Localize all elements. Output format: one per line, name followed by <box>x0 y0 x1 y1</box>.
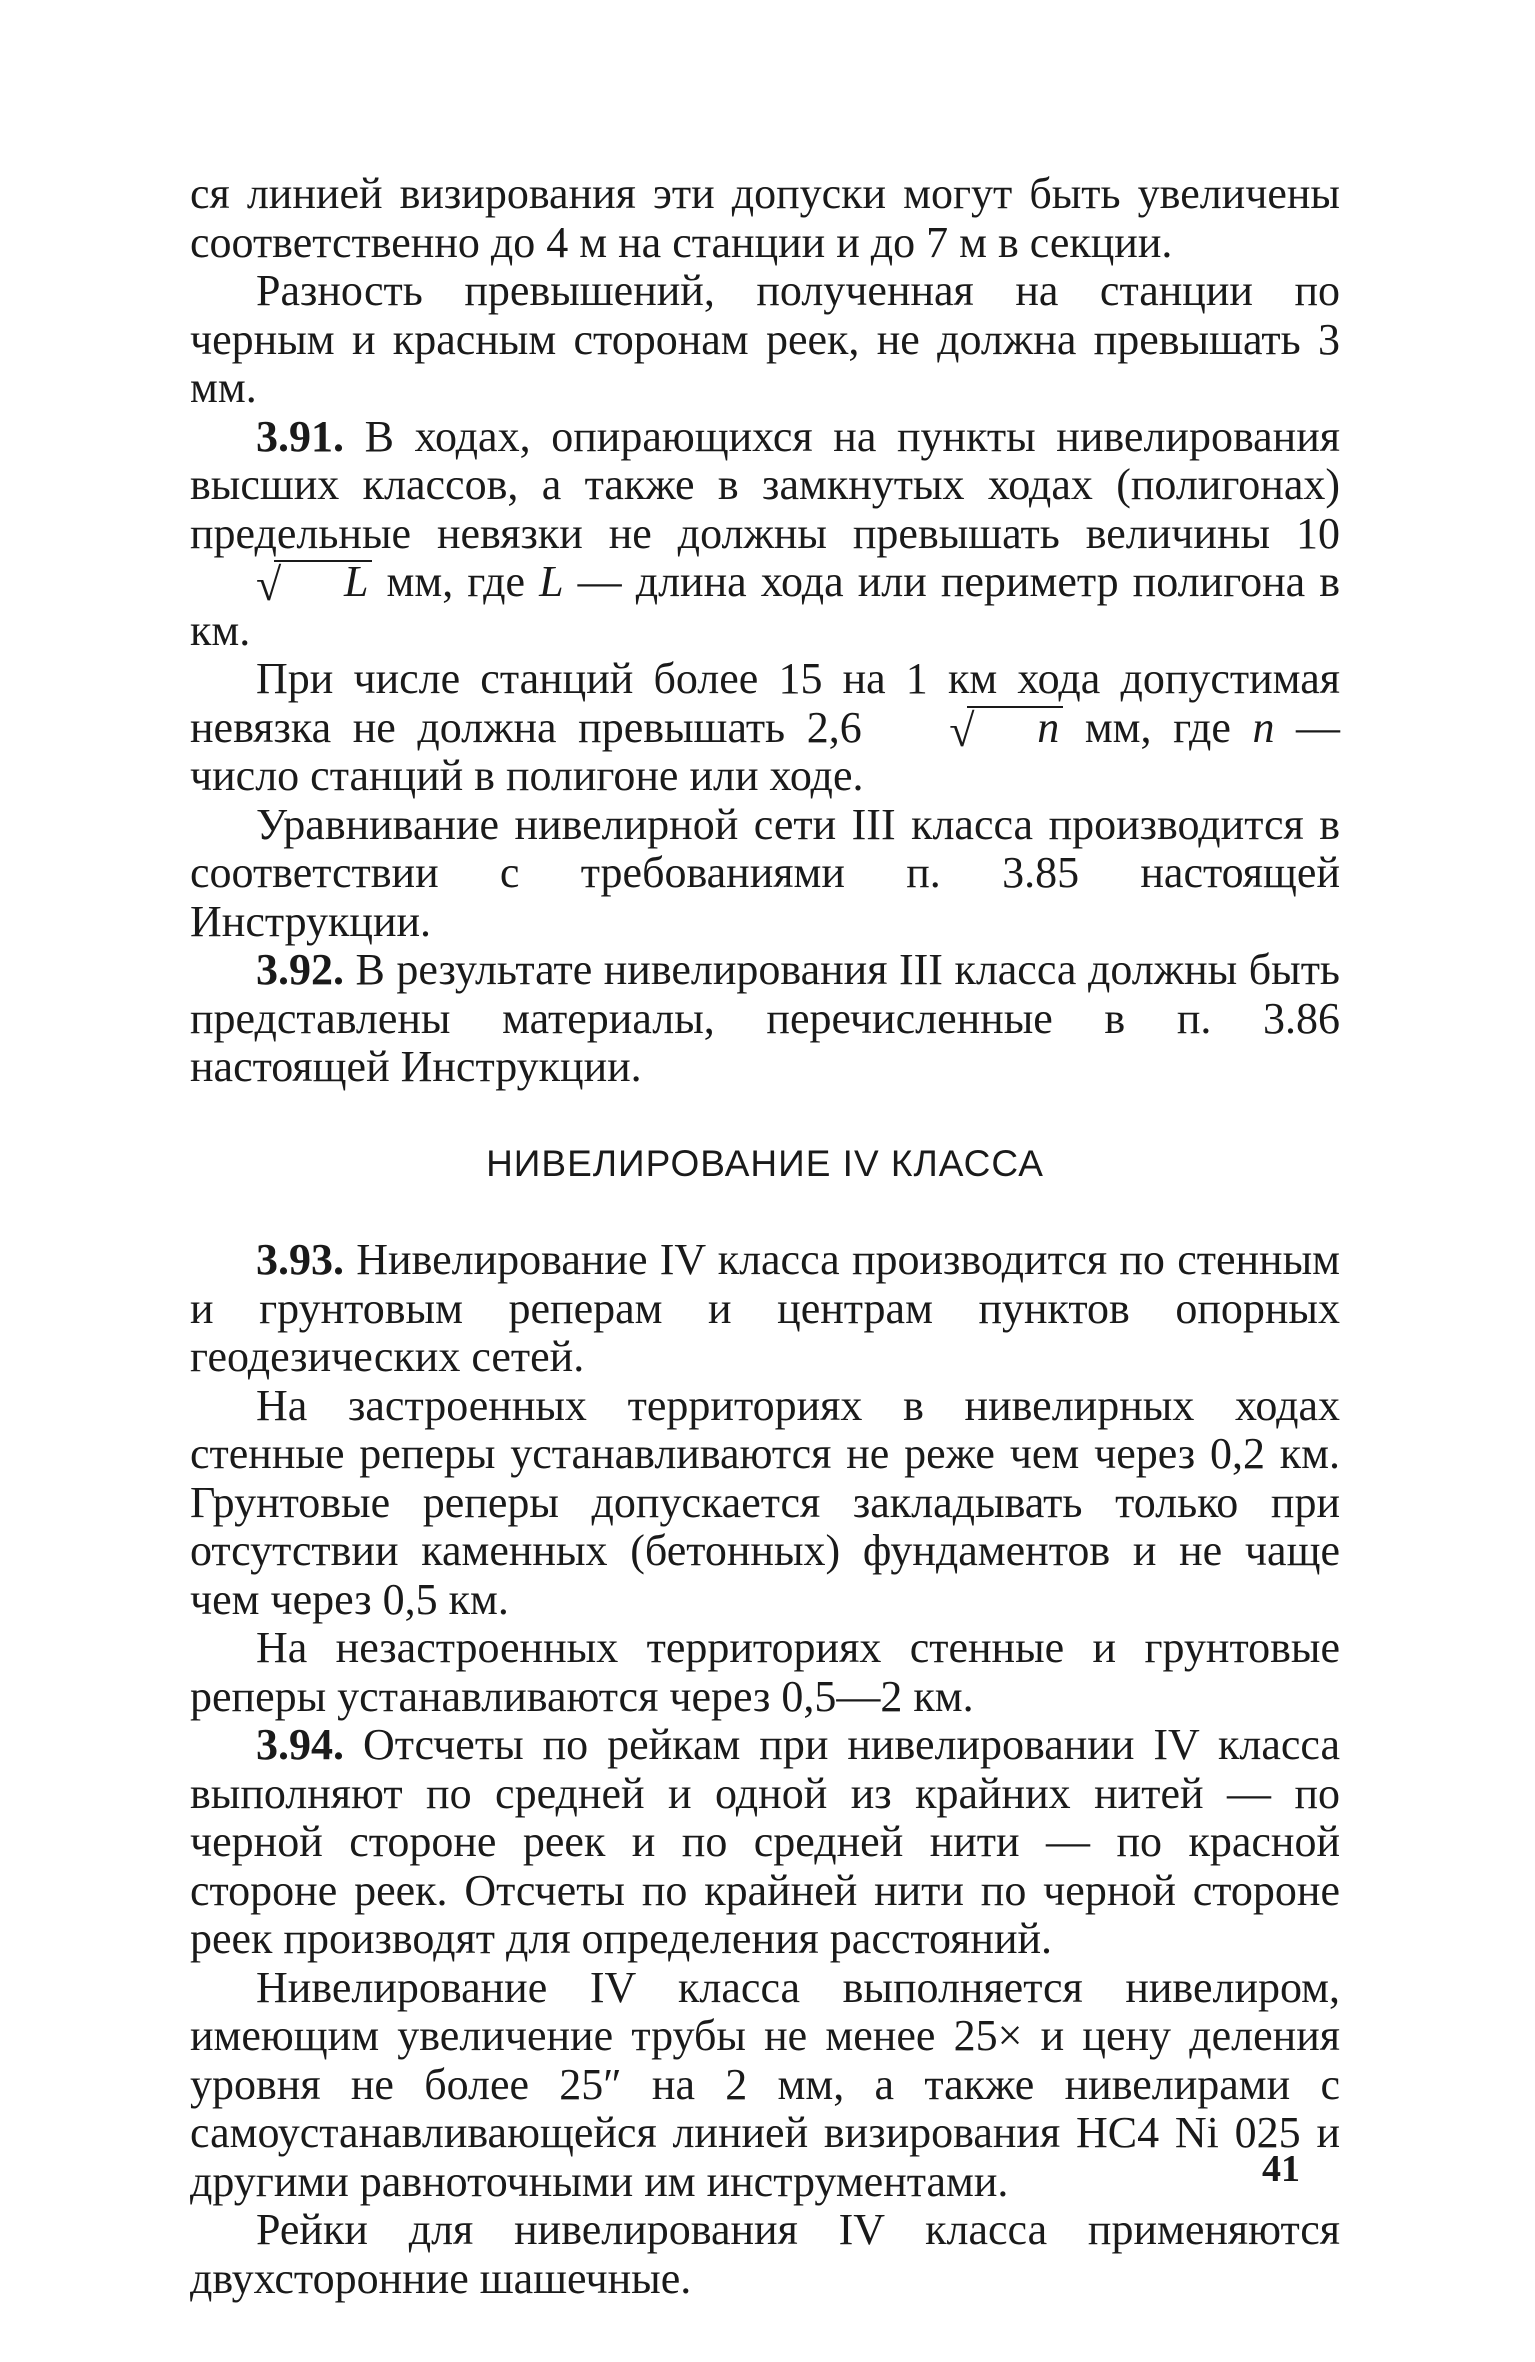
radicand: L <box>274 560 372 602</box>
paragraph-text: мм, где <box>1063 702 1253 752</box>
paragraph-text: Отсчеты по рейкам при нивелировании IV класса выполняют по средней и одной из крайних нитей — по черной стороне реек и по средней нити — по красной стороне реек. Отсчеты по крайней нити по черной стороне реек производят для определения расстояний. <box>190 1720 1340 1963</box>
sqrt-expression <box>883 702 1063 756</box>
paragraph-text: мм, где <box>372 557 540 606</box>
page-number: 41 <box>1262 2148 1300 2190</box>
paragraph-text: — длина хода или периметр полигона в км. <box>190 557 1340 655</box>
sqrt-expression <box>190 557 372 610</box>
paragraph-9: На незастроенных территориях стенные и грунтовые реперы устанавливаются через 0,5—2 км. <box>190 1623 1340 1721</box>
clause-number: 3.91. <box>256 411 344 461</box>
variable: n <box>1252 702 1275 752</box>
paragraph-2: Разность превышений, полученная на станции по черным и красным сторонам реек, не должна превышать 3 мм. <box>190 266 1340 412</box>
paragraph-text: В ходах, опирающихся на пункты нивелирования высших классов, а также в замкнутых ходах (полигонах) предельные невязки не должны превышать величины 10 <box>190 411 1340 558</box>
clause-number: 3.93. <box>256 1235 344 1284</box>
paragraph-text: В результате нивелирования III класса должны быть представлены материалы, перечисленные в п. 3.86 настоящей Инструкции. <box>190 945 1340 1091</box>
paragraph-12: Рейки для нивелирования IV класса применяются двухсторонние шашечные. <box>190 2205 1340 2303</box>
radicand: n <box>967 706 1063 748</box>
radical-sign-icon: √ <box>949 704 975 756</box>
clause-number: 3.94. <box>256 1720 344 1769</box>
paragraph-3-93 <box>190 1236 1340 1382</box>
paragraph-5: Уравнивание нивелирной сети III класса производится в соответствии с требованиями п. 3.85 настоящей Инструкции. <box>190 799 1340 946</box>
paragraph-text: При числе станций более 15 на 1 км хода допустимая невязка не должна превышать 2,6 <box>190 654 1340 752</box>
paragraph-1: ся линией визирования эти допуски могут быть увеличены соответственно до 4 м на станции и до 7 м в секции. <box>190 169 1340 267</box>
paragraph-text: — число станций в полигоне или ходе. <box>190 702 1341 800</box>
paragraph-3-92 <box>190 946 1340 1092</box>
clause-number: 3.92. <box>256 945 344 994</box>
paragraph-8: На застроенных территориях в нивелирных ходах стенные реперы устанавливаются не реже чем через 0,2 км. Грунтовые реперы допускается закладывать только при отсутствии каменных (бетонных) фундаментов и не чаще чем через 0,5 км. <box>190 1380 1340 1624</box>
paragraph-11: Нивелирование IV класса выполняется нивелиром, имеющим увеличение трубы не менее 25× и цену деления уровня не более 25″ на 2 мм, а также нивелирами с самоустанавливающейся линией визирования НС4 Ni 025 и другими равноточными им инструментами. <box>190 1962 1340 2206</box>
page-body <box>190 170 1340 2303</box>
paragraph-3-91 <box>190 413 1340 656</box>
paragraph-4 <box>190 655 1340 801</box>
paragraph-3-94 <box>190 1721 1340 1964</box>
radical-sign-icon: √ <box>256 559 282 610</box>
section-heading: НИВЕЛИРОВАНИЕ IV КЛАССА <box>486 1142 1044 1184</box>
variable: L <box>539 557 564 606</box>
paragraph-text: Нивелирование IV класса производится по стенным и грунтовым реперам и центрам пунктов опорных геодезических сетей. <box>190 1235 1340 1381</box>
